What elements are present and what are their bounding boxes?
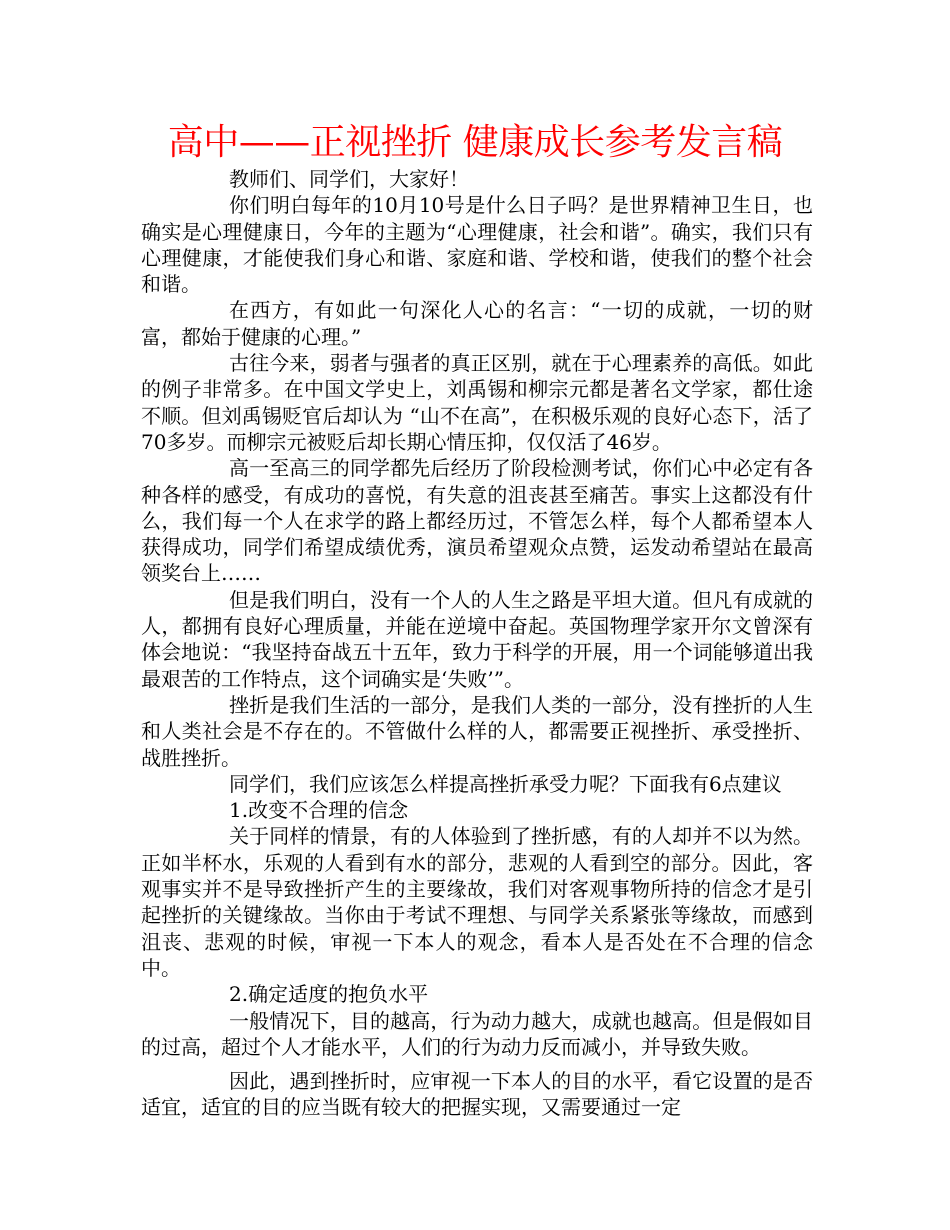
body-paragraph: 你们明白每年的10月10号是什么日子吗？是世界精神卫生日，也确实是心理健康日，今年的主题为“心理健康，社会和谐”。确实，我们只有心理健康，才能使我们身心和谐、家庭和谐、学校和谐，使我们的整个社会和谐。 xyxy=(141,193,813,297)
body-paragraph: 高一至高三的同学都先后经历了阶段检测考试，你们心中必定有各种各样的感受，有成功的喜悦，有失意的沮丧甚至痛苦。事实上这都没有什么，我们每一个人在求学的路上都经历过，不管怎么样，每个人都希望本人获得成功，同学们希望成绩优秀，演员希望观众点赞，运发动希望站在最高领奖台上…… xyxy=(141,456,813,586)
document-title: 高中——正视挫折 健康成长参考发言稿 xyxy=(167,122,783,163)
document-body xyxy=(141,166,813,1121)
body-paragraph: 同学们，我们应该怎么样提高挫折承受力呢？下面我有6点建议 xyxy=(229,771,782,796)
body-paragraph: 因此，遇到挫折时，应审视一下本人的目的水平，看它设置的是否适宜，适宜的目的应当既有较大的把握实现，又需要通过一定 xyxy=(141,1069,813,1120)
body-paragraph: 一般情况下，目的越高，行为动力越大，成就也越高。但是假如目的过高，超过个人才能水平，人们的行为动力反而减小，并导致失败。 xyxy=(141,1008,813,1059)
body-paragraph: 挫折是我们生活的一部分，是我们人类的一部分，没有挫折的人生和人类社会是不存在的。不管做什么样的人，都需要正视挫折、承受挫折、战胜挫折。 xyxy=(141,692,813,770)
body-paragraph: 在西方，有如此一句深化人心的名言：“一切的成就，一切的财富，都始于健康的心理。” xyxy=(141,298,813,349)
section-heading: 2.确定适度的抱负水平 xyxy=(229,982,429,1007)
body-paragraph: 但是我们明白，没有一个人的人生之路是平坦大道。但凡有成就的人，都拥有良好心理质量，并能在逆境中奋起。英国物理学家开尔文曾深有体会地说：“我坚持奋战五十五年，致力于科学的开展，用一个词能够道出我最艰苦的工作特点，这个词确实是‘失败’”。 xyxy=(141,587,813,691)
body-paragraph: 关于同样的情景，有的人体验到了挫折感，有的人却并不以为然。正如半杯水，乐观的人看到有水的部分，悲观的人看到空的部分。因此，客观事实并不是导致挫折产生的主要缘故，我们对客观事物所持的信念才是引起挫折的关键缘故。当你由于考试不理想、与同学关系紧张等缘故，而感到沮丧、悲观的时候，审视一下本人的观念，看本人是否处在不合理的信念中。 xyxy=(141,824,813,980)
body-paragraph: 古往今来，弱者与强者的真正区别，就在于心理素养的高低。如此的例子非常多。在中国文学史上，刘禹锡和柳宗元都是著名文学家，都仕途不顺。但刘禹锡贬官后却认为 “山不在高”，在积极乐观的良好心态下，活了70多岁。而柳宗元被贬后却长期心情压抑，仅仅活了46岁。 xyxy=(141,351,813,454)
greeting-paragraph: 教师们、同学们，大家好！ xyxy=(229,167,469,191)
section-heading: 1.改变不合理的信念 xyxy=(229,798,409,823)
